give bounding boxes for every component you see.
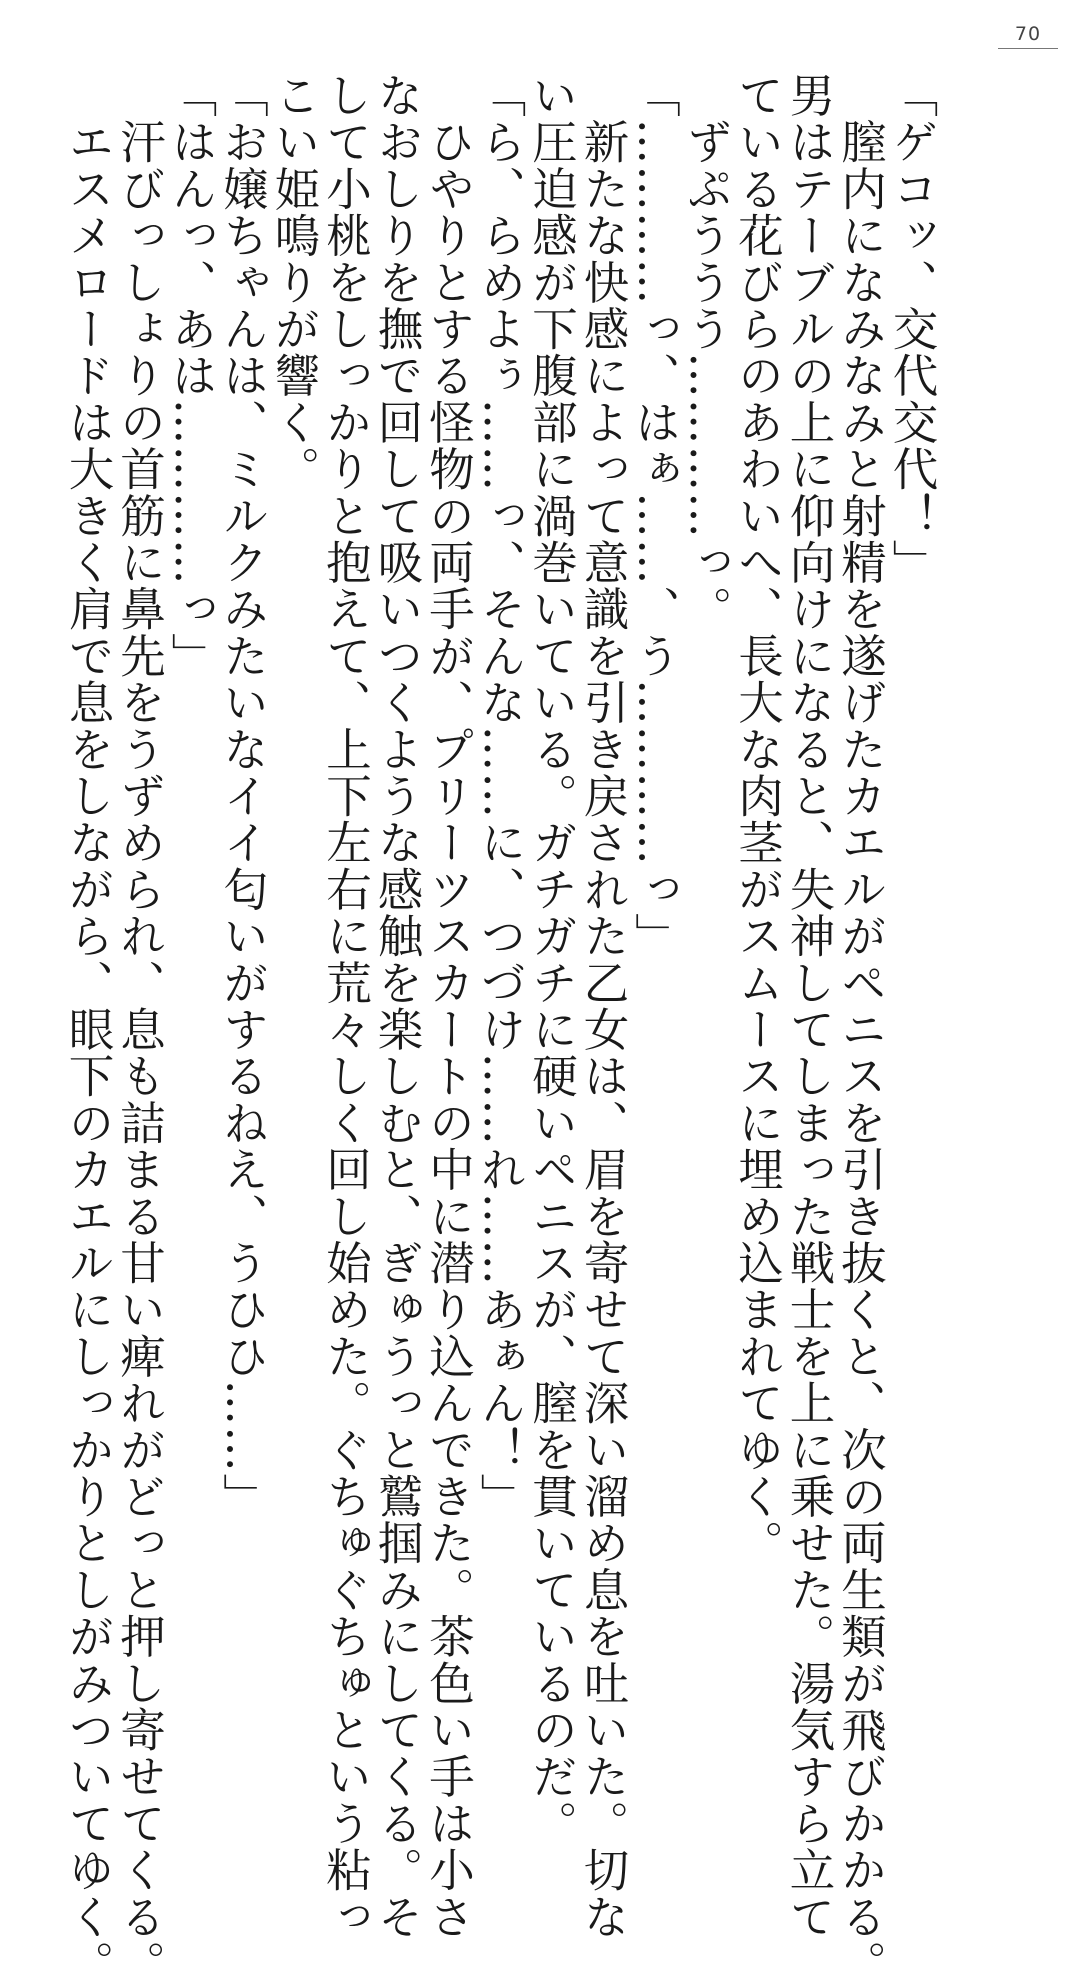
text-line: 膣内になみなみと射精を遂げたカエルがペニスを引き抜くと、次の両生類が飛びかかる。 [834,72,888,1987]
text-line: ている花びらのあわいへ、長大な肉茎がスムースに埋め込まれてゆく。 [731,72,785,1567]
text-line: 「お嬢ちゃんは、ミルクみたいなイイ匂いがするねえ、うひひ……」 [216,72,270,1520]
text-line: 「ら、らめよぅ……っ、そんな……に、つづけ……れ……あぁん！」 [474,72,527,1520]
text-line: 男はテーブルの上に仰向けになると、失神してしまった戦士を上に乗せた。湯気すら立て [783,72,836,1940]
text-line: い圧迫感が下腹部に渦巻いている。ガチガチに硬いペニスが、膣を貫いているのだ。 [525,72,579,1847]
text-line: 新たな快感によって意識を引き戻された乙女は、眉を寄せて深い溜め息を吐いた。切な [577,72,630,1940]
text-line: 汗びっしょりの首筋に鼻先をうずめられ、息も詰まる甘い痺れがどっと押し寄せてくる。 [113,72,167,1987]
text-line: エスメロードは大きく肩で息をしながら、眼下のカエルにしっかりとしがみついてゆく。 [62,72,115,1987]
text-line: ずぷううう…………っ。 [680,72,733,633]
text-line: なおしりを撫で回して吸いつくような感触を楽しむと、ぎゅうっと鷲掴みにしてくる。そ [371,72,424,1940]
page-number-block [998,22,1058,49]
text-line: 「はんっ、あは…………っ」 [165,72,218,680]
page-number-underline [998,48,1058,49]
text-line: 「ゲコッ、交代交代！」 [886,72,939,586]
text-line: こい姫鳴りが響く。 [268,72,321,493]
text-line: 「…………っ、はぁ……、う…………っ」 [628,72,682,960]
page-number: 70 [1014,23,1042,45]
vertical-text-body [62,72,939,1987]
text-line: して小桃をしっかりと抱えて、上下左右に荒々しく回し始めた。ぐちゅぐちゅという粘っ [319,72,373,1940]
text-line: ひやりとする怪物の両手が、プリーツスカートの中に潜り込んできた。茶色い手は小さ [422,72,476,1940]
